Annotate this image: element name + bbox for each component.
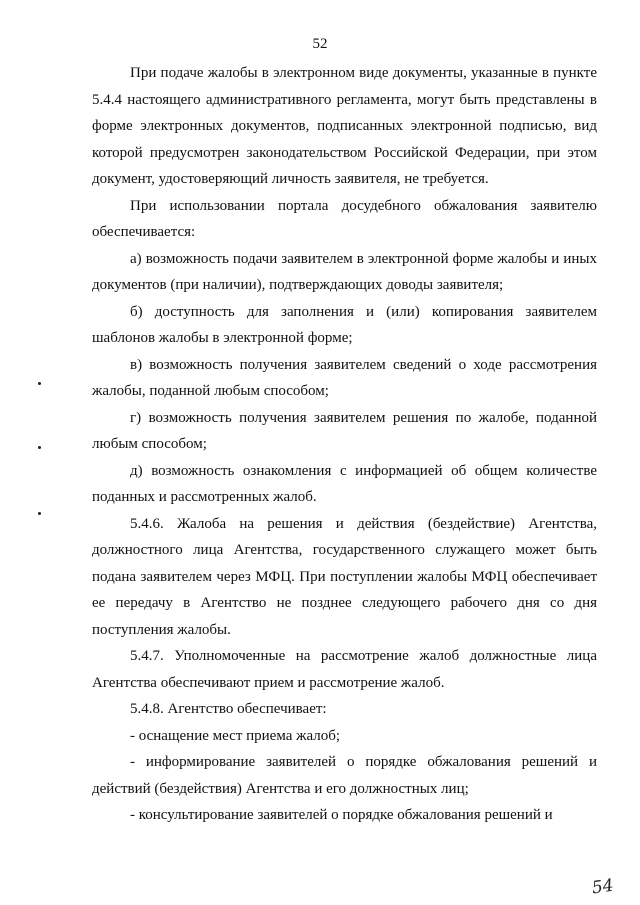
margin-dot bbox=[38, 382, 41, 385]
dash-item-informing: - информирование заявителей о порядке обжалования решений и действий (бездействия) Агентства и его должностных лиц; bbox=[92, 754, 597, 797]
page-number: 52 bbox=[312, 36, 328, 52]
paragraph-5-4-7: 5.4.7. Уполномоченные на рассмотрение жалоб должностные лица Агентства обеспечивают прием и рассмотрение жалоб. bbox=[92, 648, 597, 691]
list-item-a: а) возможность подачи заявителем в электронной форме жалобы и иных документов (при наличии), подтверждающих доводы заявителя; bbox=[92, 250, 597, 293]
list-item-c: в) возможность получения заявителем сведений о ходе рассмотрения жалобы, поданной любым способом; bbox=[92, 356, 597, 399]
margin-dot bbox=[38, 512, 41, 515]
paragraph-electronic-submission: При подаче жалобы в электронном виде документы, указанные в пункте 5.4.4 настоящего административного регламента, могут быть представлены в форме электронных документов, подписанных электронной подписью, вид которой предусмотрен законодательством Российской Федерации, при этом документ, удостоверяющий личность заявителя, не требуется. bbox=[92, 65, 597, 187]
dash-item-consulting: - консультирование заявителей о порядке обжалования решений и bbox=[130, 807, 553, 823]
list-item-d: г) возможность получения заявителем решения по жалобе, поданной любым способом; bbox=[92, 409, 597, 452]
list-item-e: д) возможность ознакомления с информацией об общем количестве поданных и рассмотренных жалоб. bbox=[92, 462, 597, 505]
margin-dot bbox=[38, 446, 41, 449]
document-body bbox=[92, 60, 597, 829]
handwritten-page-mark: 54 bbox=[591, 875, 616, 899]
paragraph-portal-intro: При использовании портала досудебного обжалования заявителю обеспечивается: bbox=[92, 197, 597, 240]
paragraph-5-4-8: 5.4.8. Агентство обеспечивает: bbox=[130, 701, 327, 717]
list-item-b: б) доступность для заполнения и (или) копирования заявителем шаблонов жалобы в электронной форме; bbox=[92, 303, 597, 346]
dash-item-equipment: - оснащение мест приема жалоб; bbox=[130, 727, 341, 744]
paragraph-5-4-6: 5.4.6. Жалоба на решения и действия (бездействие) Агентства, должностного лица Агентства, государственного служащего может быть подана заявителем через МФЦ. При поступлении жалобы МФЦ обеспечивает ее передачу в Агентство не позднее следующего рабочего дня со дня поступления жалобы. bbox=[92, 515, 597, 638]
